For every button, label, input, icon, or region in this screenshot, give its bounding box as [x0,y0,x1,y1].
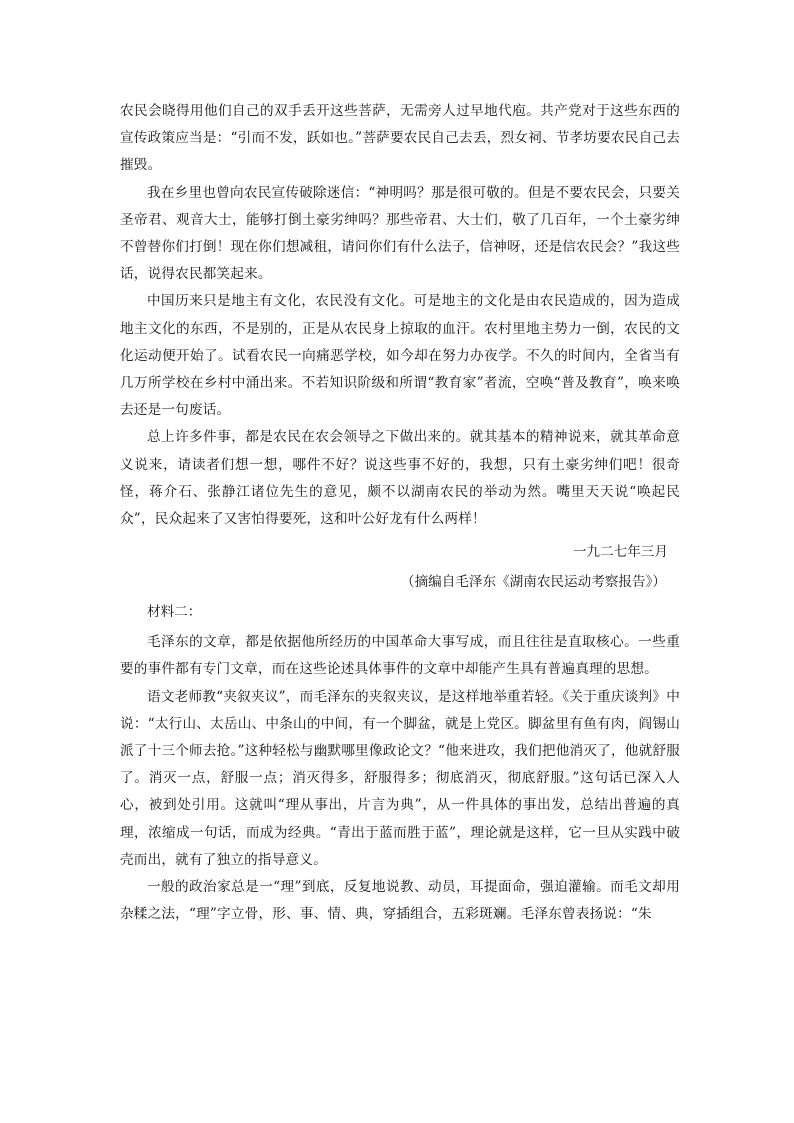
paragraph-5: 毛泽东的文章，都是依据他所经历的中国革命大事写成，而且往往是直取核心。一些重要的事件都有专门文章，而在这些论述具体事件的文章中却能产生具有普遍真理的思想。 [120,634,680,678]
date-line: 一九二七年三月 [572,544,668,561]
paragraph-4: 总上许多件事，都是农民在农会领导之下做出来的。就其基本的精神说来，就其革命意义说来，请读者们想一想，哪件不好？说这些事不好的，我想，只有土豪劣绅们吧！很奇怪，蒋介石、张静江诸位先生的意见，颇不以湖南农民的举动为然。嘴里天天说“唤起民众”，民众起来了又害怕得要死，这和叶公好龙有什么两样！ [120,429,680,528]
paragraph-1: 农民会晓得用他们自己的双手丢开这些菩萨，无需旁人过早地代庖。共产党对于这些东西的宣传政策应当是：“引而不发，跃如也。”菩萨要农民自己去丢，烈女祠、节孝坊要农民自己去摧毁。 [120,103,680,174]
material-2-heading: 材料二： [147,604,202,621]
paragraph-2: 我在乡里也曾向农民宣传破除迷信：“神明吗？那是很可敬的。但是不要农民会，只要关圣帝君、观音大士，能够打倒土豪劣绅吗？那些帝君、大士们，敬了几百年，一个土豪劣绅不曾替你们打倒！现在你们想减租，请问你们有什么法子，信神呀，还是信农民会？”我这些话，说得农民都笑起来。 [120,184,680,283]
paragraph-3: 中国历来只是地主有文化，农民没有文化。可是地主的文化是由农民造成的，因为造成地主文化的东西，不是别的，正是从农民身上掠取的血汗。农村里地主势力一倒，农民的文化运动便开始了。试看农民一向痛恶学校，如今却在努力办夜学。不久的时间内，全省当有几万所学校在乡村中涌出来。不若知识阶级和所谓“教育家”者流，空唤“普及教育”，唤来唤去还是一句废话。 [120,293,680,419]
paragraph-6: 语文老师教“夹叙夹议”，而毛泽东的夹叙夹议，是这样地举重若轻。《关于重庆谈判》中说：“太行山、太岳山、中条山的中间，有一个脚盆，就是上党区。脚盆里有鱼有肉，阎锡山派了十三个师去抢。”这种轻松与幽默哪里像政论文？“他来进攻，我们把他消灭了，他就舒服了。消灭一点，舒服一点；消灭得多，舒服得多；彻底消灭，彻底舒服。”这句话已深入人心，被到处引用。这就叫“理从事出，片言为典”，从一件具体的事出发，总结出普遍的真理，浓缩成一句话，而成为经典。“青出于蓝而胜于蓝”，理论就是这样，它一旦从实践中破壳而出，就有了独立的指导意义。 [120,688,680,868]
document-page [120,98,680,928]
source-citation: （摘编自毛泽东《湖南农民运动考察报告》） [400,574,666,591]
paragraph-7: 一般的政治家总是一“理”到底，反复地说教、动员，耳提面命，强迫灌输。而毛文却用杂糅之法，“理”字立骨，形、事、情、典，穿插组合，五彩斑斓。毛泽东曾表扬说：“朱 [120,879,680,923]
